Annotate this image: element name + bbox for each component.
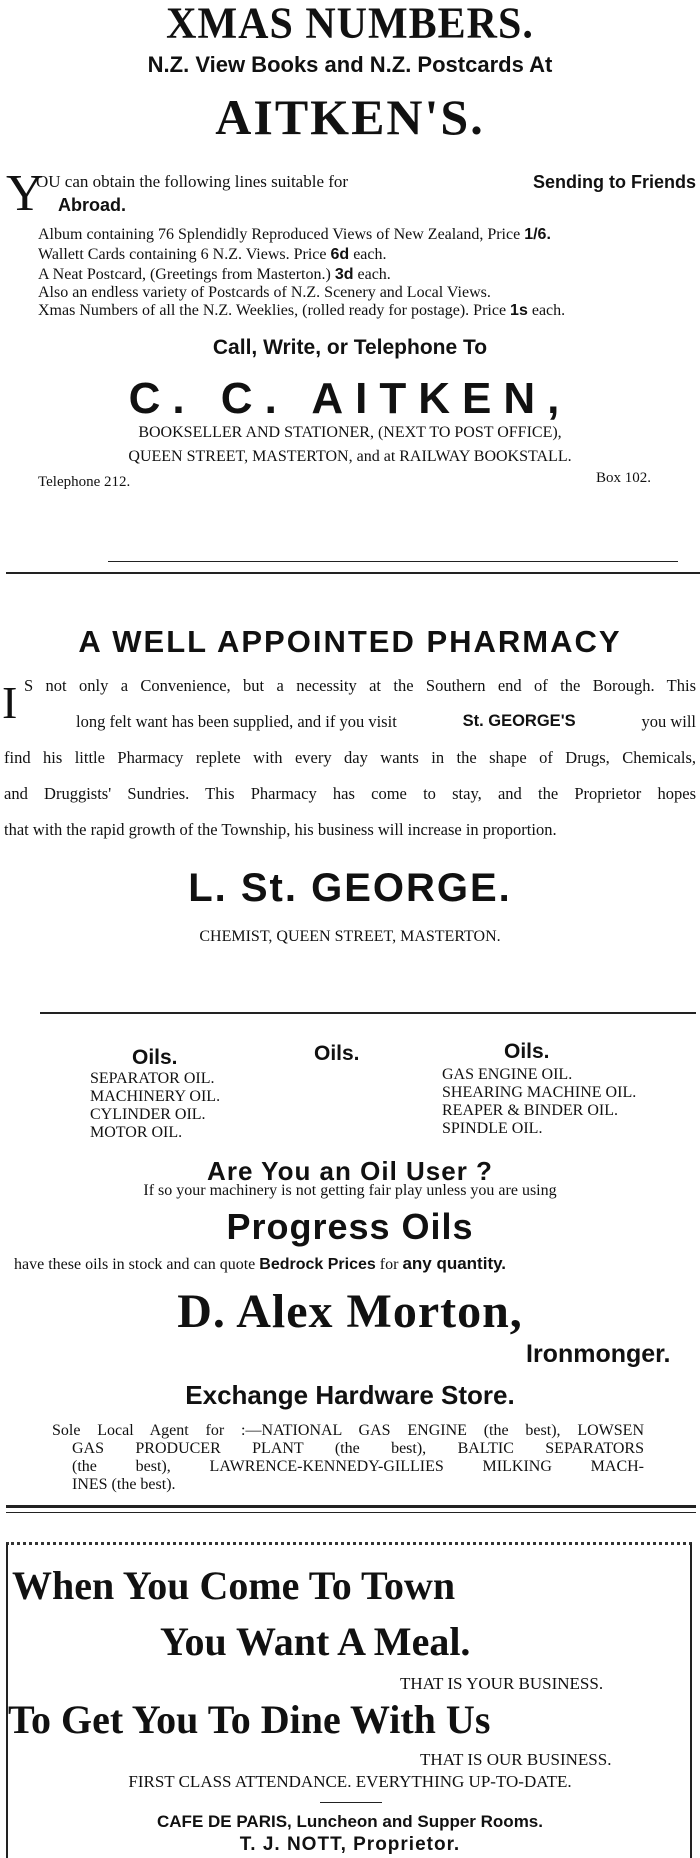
divider — [6, 1512, 696, 1513]
paragraph-bold: St. GEORGE'S — [462, 712, 576, 730]
oil-item: MACHINERY OIL. — [90, 1088, 221, 1105]
oil-item: SHEARING MACHINE OIL. — [442, 1084, 637, 1101]
ad-aitken-intro-bold: Sending to Friends — [532, 172, 696, 192]
ad-oils-if-line: If so your machinery is not getting fair play unless you are using — [143, 1182, 557, 1199]
divider — [320, 1802, 382, 1803]
ad-aitken-line — [38, 266, 391, 284]
divider — [40, 1012, 696, 1014]
ad-pharmacy-paragraph-line: find his little Pharmacy replete with every day wants in the shape of Drugs, Chemicals, — [4, 748, 696, 767]
oil-item: SPINDLE OIL. — [442, 1120, 543, 1137]
line-price: 6d — [330, 246, 350, 263]
line-price: 1s — [510, 302, 528, 319]
ad-cafe-attendance: FIRST CLASS ATTENDANCE. EVERYTHING UP-TO-DATE. — [128, 1772, 572, 1791]
ad-aitken-intro — [36, 172, 696, 193]
ad-oils-heading: Oils. — [314, 1042, 360, 1065]
divider — [6, 1505, 696, 1508]
ad-aitken-line — [38, 284, 491, 302]
line-text: Album containing 76 Splendidly Reproduced Views of New Zealand, Price — [38, 226, 521, 243]
ad-oils-heading: Oils. — [504, 1040, 550, 1063]
oil-item: CYLINDER OIL. — [90, 1106, 206, 1123]
line-text: Also an endless variety of Postcards of N.Z. Scenery and Local Views. — [38, 284, 491, 301]
line-text: Xmas Numbers of all the N.Z. Weeklies, (rolled ready for postage). Price — [38, 302, 507, 319]
ad-pharmacy-paragraph-line — [76, 712, 696, 732]
ad-aitken-line — [38, 302, 565, 320]
ad-pharmacy-paragraph-line: S not only a Convenience, but a necessity at the Southern end of the Borough. This — [24, 676, 696, 695]
line-text: Wallett Cards containing 6 N.Z. Views. Price — [38, 246, 327, 263]
line-tail: each. — [357, 266, 391, 283]
ad-aitken-subtitle: N.Z. View Books and N.Z. Postcards At — [147, 52, 553, 77]
ad-cafe-our-business: THAT IS OUR BUSINESS. — [420, 1750, 612, 1769]
ad-oils-agent-line: (the best), LAWRENCE-KENNEDY-GILLIES MILKING MACH- — [72, 1458, 644, 1475]
ad-cafe-proprietor: T. J. NOTT, Proprietor. — [239, 1834, 461, 1855]
paragraph-text: long felt want has been supplied, and if you visit — [76, 712, 397, 731]
ad-pharmacy-title: A WELL APPOINTED PHARMACY — [78, 624, 622, 659]
ad-aitken-drop-cap: Y — [6, 165, 44, 222]
ad-pharmacy-drop-cap: I — [2, 677, 18, 728]
ad-aitken-line — [38, 226, 551, 244]
have-text: have these oils in stock and can quote — [14, 1256, 256, 1273]
have-bold: Bedrock Prices — [259, 1256, 376, 1273]
ad-aitken-telephone: Telephone 212. — [38, 474, 131, 490]
ad-aitken-box: Box 102. — [596, 470, 652, 486]
ad-aitken-business-line: QUEEN STREET, MASTERTON, and at RAILWAY BOOKSTALL. — [128, 448, 572, 465]
ad-oils-store: Exchange Hardware Store. — [185, 1380, 515, 1410]
oil-item: REAPER & BINDER OIL. — [442, 1102, 618, 1119]
ad-aitken-shop-name: AITKEN'S. — [215, 89, 485, 145]
have-text: for — [379, 1256, 399, 1273]
ad-pharmacy-paragraph-line: that with the rapid growth of the Township, his business will increase in proportion. — [4, 820, 557, 839]
ad-oils-agent-line: Sole Local Agent for :—NATIONAL GAS ENGINE (the best), LOWSEN — [52, 1422, 644, 1439]
paragraph-tail: you will — [641, 712, 696, 731]
ad-aitken-line — [38, 246, 387, 264]
ad-pharmacy-name: L. St. GEORGE. — [188, 866, 512, 910]
have-bold: any quantity. — [402, 1254, 507, 1273]
ad-aitken-business-line: BOOKSELLER AND STATIONER, (NEXT TO POST OFFICE), — [138, 424, 562, 441]
ad-cafe-headline: To Get You To Dine With Us — [8, 1697, 491, 1742]
ad-oils-merchant: D. Alex Morton, — [177, 1285, 523, 1338]
line-tail: each. — [531, 302, 566, 319]
oil-item: SEPARATOR OIL. — [90, 1070, 215, 1087]
divider — [6, 572, 700, 574]
line-price: 1/6. — [524, 226, 551, 243]
ad-oils-agent-line: INES (the best). — [72, 1476, 176, 1493]
ad-cafe-name: CAFE DE PARIS, Luncheon and Supper Rooms. — [157, 1812, 543, 1831]
ad-aitken-title: XMAS NUMBERS. — [166, 0, 534, 49]
ad-pharmacy-address: CHEMIST, QUEEN STREET, MASTERTON. — [199, 928, 501, 945]
oil-item: MOTOR OIL. — [90, 1124, 183, 1141]
ad-oils-trade: Ironmonger. — [526, 1340, 671, 1368]
line-text: A Neat Postcard, (Greetings from Masterton.) — [38, 266, 331, 283]
ad-pharmacy-paragraph-line: and Druggists' Sundries. This Pharmacy has come to stay, and the Proprietor hopes — [4, 784, 696, 803]
ad-cafe-your-business: THAT IS YOUR BUSINESS. — [400, 1674, 604, 1693]
ad-aitken-intro-text: OU can obtain the following lines suitable for — [36, 172, 349, 191]
line-tail: each. — [353, 246, 387, 263]
ad-oils-agent-line: GAS PRODUCER PLANT (the best), BALTIC SEPARATORS — [72, 1440, 644, 1457]
line-price: 3d — [334, 266, 354, 283]
ad-aitken-call-line: Call, Write, or Telephone To — [212, 336, 488, 359]
divider — [108, 561, 678, 562]
ad-aitken-proprietor: C. C. AITKEN, — [128, 374, 572, 423]
ad-oils-brand: Progress Oils — [226, 1206, 474, 1247]
ad-oils-heading: Oils. — [132, 1046, 178, 1069]
ad-cafe-headline: You Want A Meal. — [160, 1619, 471, 1664]
ad-aitken-intro-abroad: Abroad. — [58, 195, 127, 215]
ad-oils-question: Are You an Oil User ? — [207, 1156, 493, 1186]
oil-item: GAS ENGINE OIL. — [442, 1066, 573, 1083]
ad-oils-have-line — [14, 1254, 506, 1274]
ad-cafe-headline: When You Come To Town — [12, 1563, 456, 1608]
